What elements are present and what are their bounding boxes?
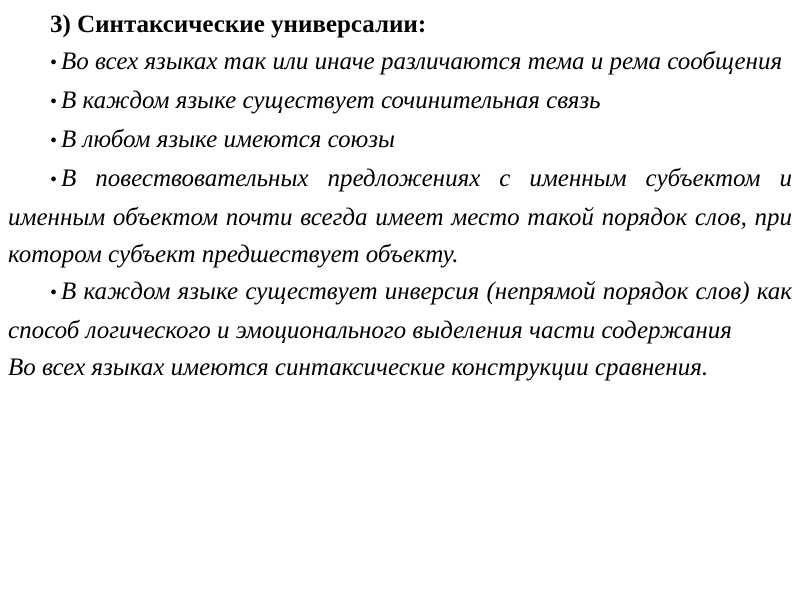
list-item-text: В каждом языке существует сочинительная связь (61, 87, 601, 114)
list-item-text: Во всех языках так или иначе различаются тема и рема сообщения (61, 48, 783, 75)
list-item (8, 160, 792, 273)
slide-content (8, 6, 792, 386)
list-item (8, 82, 792, 121)
list-item (8, 273, 792, 349)
closing-paragraph: Во всех языках имеются синтаксические конструкции сравнения. (8, 354, 709, 381)
bullet-icon: • (50, 52, 58, 74)
list-item-text: В повествовательных предложениях с именным субъектом и именным объектом почти всегда имеет место такой порядок слов, при котором субъект предшествует объекту. (8, 165, 792, 268)
bullet-icon: • (50, 282, 58, 304)
list-item-text: В любом языке имеются союзы (61, 126, 395, 153)
list-item (8, 43, 792, 82)
list-item-text: В каждом языке существует инверсия (непрямой порядок слов) как способ логического и эмоционального выделения части содержания (8, 278, 792, 344)
list-item (8, 121, 792, 160)
section-heading: 3) Синтаксические универсалии: (50, 11, 427, 38)
bullet-icon: • (50, 169, 58, 191)
bullet-icon: • (50, 130, 58, 152)
bullet-icon: • (50, 91, 58, 113)
